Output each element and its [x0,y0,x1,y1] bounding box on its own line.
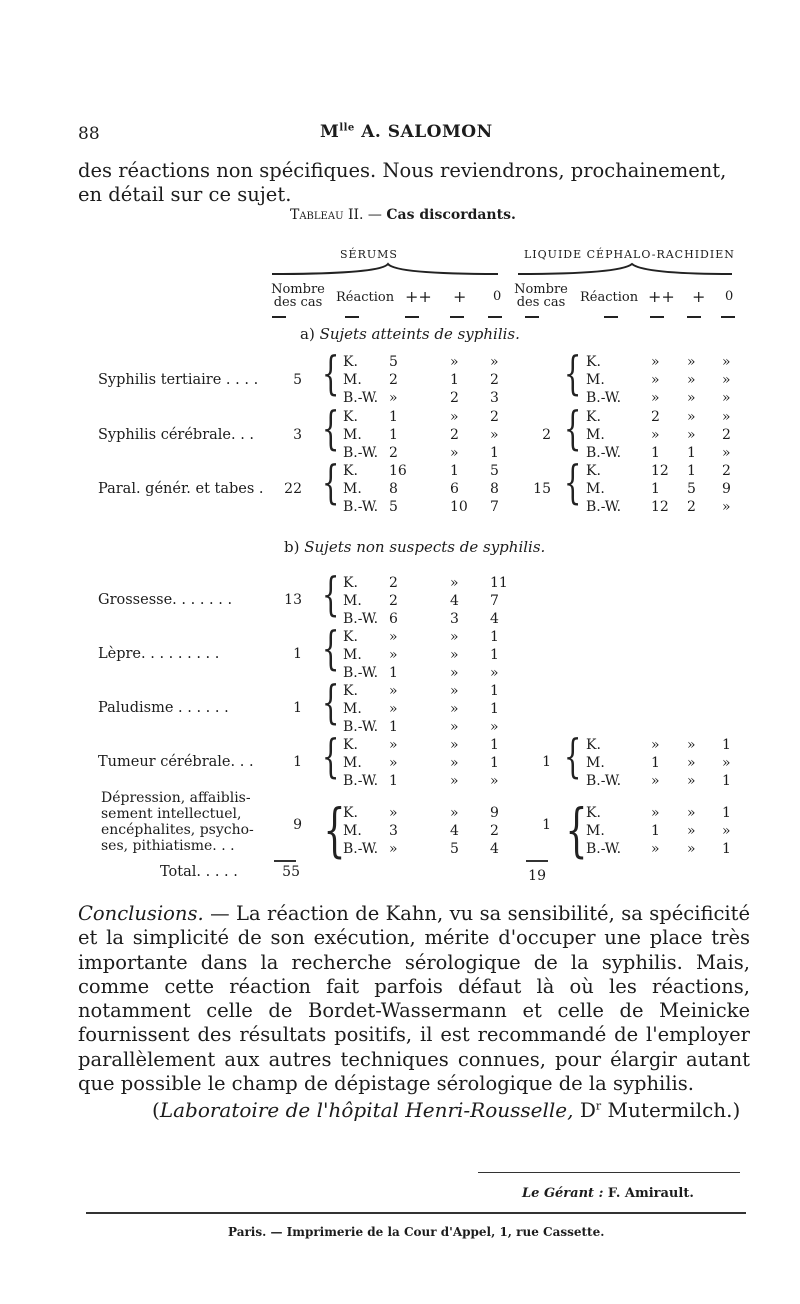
serum-cell: B.-W. [343,773,379,789]
row-label: Paludisme . . . . . . [98,700,229,716]
lab-doctor: Mutermilch.) [607,1098,741,1122]
row-label-multiline [101,790,254,854]
serum-cell: 10 [450,499,468,515]
lcr-cell: 1 [651,481,660,497]
serum-cell: K. [343,737,358,753]
lcr-cell: » [651,737,660,753]
serum-cell: 2 [490,823,499,839]
footer-rule [86,1212,746,1214]
lcr-cell: 12 [651,499,669,515]
group-brace: { [321,401,340,455]
serums-brace [272,264,498,274]
serum-cell: » [490,427,499,443]
serum-count: 5 [293,372,302,388]
serum-cell: » [490,354,499,370]
lcr-cell: B.-W. [586,773,622,789]
serum-reaction-header: Réaction [336,290,395,305]
gerant-rule [478,1172,740,1173]
lcr-cell: » [687,409,696,425]
lcr-cell: 1 [722,737,731,753]
serum-zero-header: 0 [493,289,502,304]
serum-count: 3 [293,427,302,443]
serum-cell: 16 [389,463,407,479]
table-title-prefix: Tableau II. [290,207,364,223]
lcr-cell: » [687,773,696,789]
lcr-cell: K. [586,354,601,370]
serum-cell: M. [343,427,362,443]
lcr-cell: B.-W. [586,841,622,857]
lcr-cell: 2 [651,409,660,425]
lcr-cell: » [651,372,660,388]
serum-cell: 7 [490,499,499,515]
total-serum-rule [274,860,296,862]
serum-cell: 1 [389,427,398,443]
total-lcr: 19 [528,868,546,884]
serum-cell: » [450,701,459,717]
group-brace: { [321,567,340,621]
serum-count: 1 [293,700,302,716]
serum-cell: 1 [389,409,398,425]
serum-cell: » [389,683,398,699]
lcr-cell: B.-W. [586,445,622,461]
serum-count: 9 [293,817,302,833]
serum-cell: 1 [490,755,499,771]
serum-cell: 6 [389,611,398,627]
dash [272,316,286,318]
lcr-cell: 9 [722,481,731,497]
serum-cell: » [389,647,398,663]
lcr-nombre-label: Nombre [514,282,568,297]
serum-cell: 11 [490,575,508,591]
dash [525,316,539,318]
serum-cell: » [389,701,398,717]
row-label-line: ses, pithiatisme. . . [101,838,235,854]
lcr-cell: M. [586,427,605,443]
lcr-cell: K. [586,737,601,753]
section-b-title [284,538,545,556]
serum-cell: » [389,805,398,821]
lcr-cell: » [722,372,731,388]
serum-cell: » [389,629,398,645]
table-title-main: Cas discordants. [386,207,516,223]
serum-nombre-header [270,283,326,309]
serum-cell: 2 [450,390,459,406]
serum-cell: 1 [490,647,499,663]
group-brace: { [321,621,340,675]
dash [650,316,664,318]
lcr-cell: » [722,409,731,425]
serum-cell: 1 [490,737,499,753]
serum-cell: » [389,755,398,771]
serum-cell: 1 [490,683,499,699]
serum-cell: 3 [450,611,459,627]
lcr-cell: 1 [722,773,731,789]
lcr-cell: » [722,354,731,370]
lcr-cell: 1 [687,445,696,461]
row-label: Paral. génér. et tabes . [98,481,264,497]
serum-cell: B.-W. [343,611,379,627]
dash [450,316,464,318]
serum-cell: M. [343,593,362,609]
group-brace: { [563,346,582,400]
lcr-cell: » [687,841,696,857]
lcr-cell: » [722,390,731,406]
serum-cell: » [450,409,459,425]
serum-cell: » [389,841,398,857]
lcr-cell: » [651,427,660,443]
serum-cell: 1 [490,445,499,461]
serum-cell: M. [343,823,362,839]
serums-header: SÉRUMS [340,248,398,261]
lcr-cell: B.-W. [586,499,622,515]
lcr-cell: K. [586,409,601,425]
group-brace: { [321,675,340,729]
lcr-cell: K. [586,463,601,479]
lcr-cell: » [651,773,660,789]
lcr-cell: M. [586,481,605,497]
serum-cell: » [450,647,459,663]
lcr-cell: 1 [651,445,660,461]
serum-cell: » [450,737,459,753]
total-label: Total. . . . . [160,864,238,880]
conclusion-lead: Conclusions. [78,902,204,925]
dash [405,316,419,318]
row-label: Syphilis tertiaire . . . . [98,372,259,388]
lcr-cell: » [722,445,731,461]
lcr-cell: M. [586,755,605,771]
lcr-reaction-header: Réaction [580,290,639,305]
lcr-brace [518,264,732,274]
serum-cell: 2 [450,427,459,443]
serum-cell: K. [343,805,358,821]
row-label: Tumeur cérébrale. . . [98,754,254,770]
group-brace: { [565,796,588,864]
serum-cell: 2 [389,372,398,388]
serum-cell: 4 [490,841,499,857]
serum-cell: 1 [490,701,499,717]
serum-cell: 2 [490,372,499,388]
serum-cell: B.-W. [343,445,379,461]
lcr-cell: » [651,805,660,821]
serum-cell: » [450,575,459,591]
lcr-cell: » [651,841,660,857]
lcr-cell: » [687,823,696,839]
dash [488,316,502,318]
author-name: A. SALOMON [361,122,493,142]
serum-cell: 6 [450,481,459,497]
row-label-line: encéphalites, psycho- [101,822,254,838]
serum-cell: 1 [389,773,398,789]
serum-cell: 4 [450,593,459,609]
serum-count: 13 [284,592,302,608]
conclusion-paragraph [78,902,750,1096]
section-a-text: Sujets atteints de syphilis. [319,325,520,343]
lcr-cell: K. [586,805,601,821]
serum-cell: » [490,773,499,789]
serum-cell: M. [343,755,362,771]
serum-cell: 8 [490,481,499,497]
lcr-cell: » [687,372,696,388]
section-a-letter: a) [300,325,315,343]
serum-cell: 2 [490,409,499,425]
author-title: $M^{lle}$ [320,122,355,142]
serum-cell: » [389,737,398,753]
serum-cell: B.-W. [343,719,379,735]
lab-name: Laboratoire de l'hôpital Henri-Rousselle, [159,1098,574,1122]
lcr-cell: » [687,755,696,771]
lcr-des-cas-label: des cas [516,295,566,310]
serum-cell: 5 [389,499,398,515]
serum-cell: K. [343,629,358,645]
conclusion-text: — La réaction de Kahn, vu sa sensibilité, sa spécificité et la simplicité de son exécution, mérite d'occuper une place très importante dans la recherche sérologique de la syphilis. Mais, comme cette réaction fait parfois défaut là où les réactions, notamment celle de Bordet-Wassermann et celle de Meinicke fournissent des résultats positifs, il est recommandé de l'employer parallèlement aux autres techniques connues, pour élargir autant que possible le champ de dépistage sérologique de la syphilis. [78,902,750,1096]
serum-cell: 9 [490,805,499,821]
serum-cell: 2 [389,593,398,609]
gerant-line [522,1186,694,1201]
serum-cell: K. [343,683,358,699]
serum-cell: K. [343,354,358,370]
lcr-cell: 2 [687,499,696,515]
serum-cell: K. [343,409,358,425]
lcr-cell: » [687,805,696,821]
serum-cell: 3 [490,390,499,406]
serum-cell: » [450,719,459,735]
lcr-count: 1 [542,754,551,770]
serum-cell: 5 [389,354,398,370]
lcr-header: LIQUIDE CÉPHALO-RACHIDIEN [524,248,735,261]
serum-cell: » [450,805,459,821]
serum-cell: 3 [389,823,398,839]
intro-paragraph: des réactions non spécifiques. Nous reviendrons, prochainement, en détail sur ce sujet. [78,159,727,206]
group-brace: { [321,729,340,783]
lcr-cell: » [722,823,731,839]
serum-cell: M. [343,647,362,663]
dash [687,316,701,318]
lcr-count: 15 [533,481,551,497]
serum-cell: 5 [490,463,499,479]
lcr-cell: 1 [722,805,731,821]
section-b-text: Sujets non suspects de syphilis. [304,538,546,556]
serum-cell: M. [343,481,362,497]
serum-plus-header: + [453,287,467,306]
lcr-cell: » [687,390,696,406]
group-brace: { [321,455,340,509]
serum-cell: 4 [450,823,459,839]
lcr-cell: » [722,499,731,515]
lcr-count: 2 [542,427,551,443]
serum-cell: » [450,629,459,645]
section-b-letter: b) [284,538,300,556]
group-brace: { [563,401,582,455]
serum-nombre-label: Nombre [271,282,325,297]
serum-cell: 1 [450,463,459,479]
printer-line: Paris. — Imprimerie de la Cour d'Appel, 1, rue Cassette. [228,1225,605,1239]
row-label: Lèpre. . . . . . . . . [98,646,220,662]
serum-plusplus-header: ++ [405,287,432,306]
dash [345,316,359,318]
lcr-cell: » [687,354,696,370]
serum-cell: » [450,773,459,789]
serum-cell: 2 [389,445,398,461]
serum-cell: K. [343,463,358,479]
dash [604,316,618,318]
serum-cell: 1 [389,665,398,681]
lab-doctor-sup: r [595,1099,602,1113]
serum-des-cas-label: des cas [273,295,323,310]
lcr-nombre-header [512,283,570,309]
serum-cell: » [450,445,459,461]
lcr-cell: 1 [722,841,731,857]
author-title-sup: lle [339,122,355,134]
section-a-title [300,325,520,343]
serum-cell: 1 [450,372,459,388]
serum-cell: B.-W. [343,665,379,681]
lcr-cell: » [687,737,696,753]
group-brace: { [563,455,582,509]
serum-cell: B.-W. [343,390,379,406]
lcr-zero-header: 0 [725,289,734,304]
serum-cell: 2 [389,575,398,591]
group-brace: { [321,346,340,400]
serum-cell: B.-W. [343,841,379,857]
lcr-plusplus-header: ++ [648,287,675,306]
lcr-cell: » [651,390,660,406]
serum-cell: K. [343,575,358,591]
serum-cell: M. [343,372,362,388]
row-label: Syphilis cérébrale. . . [98,427,255,443]
lcr-cell: 5 [687,481,696,497]
serum-count: 22 [284,481,302,497]
serum-cell: » [389,390,398,406]
serum-cell: » [490,665,499,681]
gerant-label: Le Gérant : [522,1186,604,1201]
group-brace: { [563,729,582,783]
lcr-cell: M. [586,372,605,388]
lcr-cell: 1 [651,755,660,771]
lcr-cell: » [687,427,696,443]
row-label: Grossesse. . . . . . . [98,592,233,608]
total-lcr-rule [526,860,548,862]
row-label-line: Dépression, affaiblis- [101,790,251,806]
serum-count: 1 [293,646,302,662]
lcr-cell: 1 [687,463,696,479]
dash [721,316,735,318]
lcr-cell: » [651,354,660,370]
header-braces [270,258,740,278]
serum-cell: 7 [490,593,499,609]
gerant-name: F. Amirault. [607,1186,694,1201]
serum-cell: » [450,683,459,699]
lab-open-paren: ( [152,1098,160,1122]
lcr-cell: 2 [722,463,731,479]
serum-cell: 1 [490,629,499,645]
serum-cell: 1 [389,719,398,735]
serum-cell: » [450,665,459,681]
page-number: 88 [78,124,100,144]
group-brace: { [323,796,346,864]
serum-cell: » [450,755,459,771]
lcr-cell: 1 [651,823,660,839]
lab-doctor-abbr: D [579,1098,596,1122]
serum-cell: » [490,719,499,735]
lcr-cell: M. [586,823,605,839]
lcr-cell: 2 [722,427,731,443]
lcr-cell: » [722,755,731,771]
lcr-cell: B.-W. [586,390,622,406]
serum-cell: 8 [389,481,398,497]
lcr-count: 1 [542,817,551,833]
serum-cell: B.-W. [343,499,379,515]
serum-cell: M. [343,701,362,717]
total-serum: 55 [282,864,300,880]
serum-count: 1 [293,754,302,770]
laboratory-attribution [152,1098,740,1122]
lcr-cell: 12 [651,463,669,479]
lcr-plus-header: + [692,287,706,306]
row-label-line: sement intellectuel, [101,806,242,822]
serum-cell: 4 [490,611,499,627]
table-title-dash: — [367,207,382,223]
serum-cell: » [450,354,459,370]
serum-cell: 5 [450,841,459,857]
